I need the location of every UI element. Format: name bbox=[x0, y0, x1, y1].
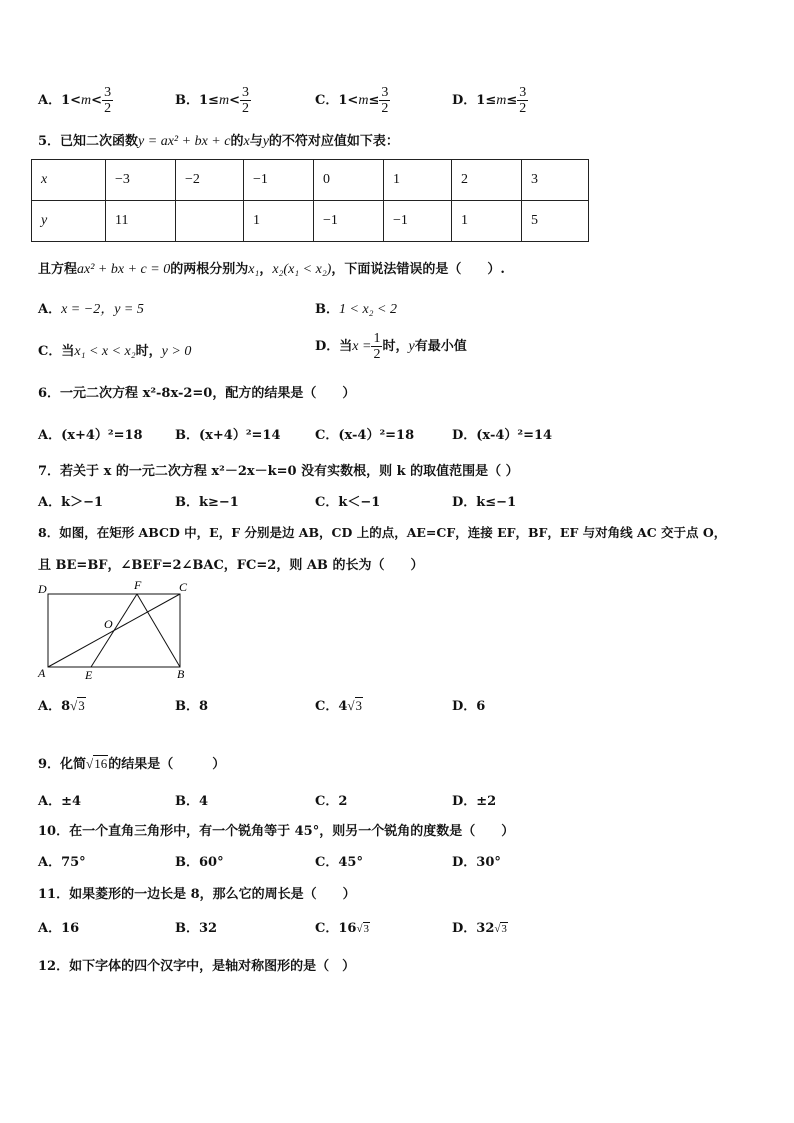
sqrt: √3 bbox=[494, 923, 507, 935]
table-cell: x bbox=[32, 160, 106, 201]
q8-stem-line1: 8．如图，在矩形 ABCD 中，E，F 分别是边 AB，CD 上的点，AE=CF，连接 EF，BF，EF 与对角线 AC 交于点 O， bbox=[38, 525, 727, 540]
q7-stem: 7．若关于 x 的一元二次方程 x²－2x－k=0 没有实数根，则 k 的取值范围是（ ） bbox=[38, 464, 519, 479]
q6-option-c[interactable]: C．(x-4）²=18 bbox=[315, 428, 415, 443]
q10-option-c[interactable]: C．45° bbox=[315, 855, 363, 870]
fraction: $\frac{3}{2}$ bbox=[381, 85, 389, 116]
label-e: E bbox=[85, 668, 93, 682]
q8-stem-line2: 且 BE=BF，∠BEF=2∠BAC，FC=2，则 AB 的长为（ ） bbox=[38, 558, 424, 573]
table-cell: 3 bbox=[522, 160, 589, 201]
q7-option-d[interactable]: D．k≤−1 bbox=[452, 495, 517, 510]
table-cell: 1 bbox=[452, 201, 522, 242]
table-cell: −1 bbox=[314, 201, 384, 242]
table-cell bbox=[176, 201, 244, 242]
q5-value-table bbox=[31, 159, 589, 242]
q6-option-a[interactable]: A．(x+4）²=18 bbox=[38, 428, 143, 443]
q4-option-d[interactable]: D．1≤m≤ $\frac{3}{2}$ bbox=[452, 85, 527, 116]
q10-option-d[interactable]: D．30° bbox=[452, 855, 501, 870]
fraction: $\frac{3}{2}$ bbox=[104, 85, 112, 116]
q4-option-a[interactable]: A．1<m< $\frac{3}{2}$ bbox=[38, 85, 112, 116]
q6-option-b[interactable]: B．(x+4）²=14 bbox=[175, 428, 281, 443]
q11-stem: 11．如果菱形的一边长是 8，那么它的周长是（ ） bbox=[38, 887, 356, 902]
label-o: O bbox=[104, 617, 113, 631]
table-cell: −3 bbox=[106, 160, 176, 201]
q11-option-d[interactable]: D．32√3 bbox=[452, 921, 507, 936]
table-row bbox=[32, 160, 589, 201]
table-cell: 1 bbox=[384, 160, 452, 201]
q4-option-b[interactable]: B．1≤m< $\frac{3}{2}$ bbox=[175, 85, 249, 116]
table-cell: 2 bbox=[452, 160, 522, 201]
q12-stem: 12．如下字体的四个汉字中，是轴对称图形的是（ ） bbox=[38, 959, 356, 974]
q9-stem: 9．化简√16的结果是（ ） bbox=[38, 756, 226, 772]
table-cell: 5 bbox=[522, 201, 589, 242]
label-b: B bbox=[177, 667, 185, 681]
q4-option-c[interactable]: C．1<m≤ $\frac{3}{2}$ bbox=[315, 85, 389, 116]
q9-option-a[interactable]: A．±4 bbox=[38, 794, 82, 809]
q10-option-a[interactable]: A．75° bbox=[38, 855, 86, 870]
q11-option-c[interactable]: C．16√3 bbox=[315, 921, 369, 936]
fraction: $\frac{3}{2}$ bbox=[519, 85, 527, 116]
q7-option-c[interactable]: C．k＜−1 bbox=[315, 495, 381, 510]
sqrt: √3 bbox=[347, 698, 363, 713]
q9-option-b[interactable]: B．4 bbox=[175, 794, 209, 809]
q8-option-c[interactable]: C．4√3 bbox=[315, 698, 363, 714]
table-cell: y bbox=[32, 201, 106, 242]
q5-option-a[interactable]: A．x = −2，y = 5 bbox=[38, 302, 144, 317]
q5-condition: 且方程ax² + bx + c = 0的两根分别为x₁，x₂(x₁ < x₂)，下面说法错误的是（ ）. bbox=[38, 262, 505, 277]
fraction: $\frac{1}{2}$ bbox=[373, 331, 381, 362]
q8-rectangle-figure bbox=[34, 580, 194, 684]
q7-option-b[interactable]: B．k≥−1 bbox=[175, 495, 239, 510]
q10-stem: 10．在一个直角三角形中，有一个锐角等于 45°，则另一个锐角的度数是（ ） bbox=[38, 824, 515, 839]
q8-option-b[interactable]: B．8 bbox=[175, 699, 209, 714]
segment-bf bbox=[137, 594, 180, 667]
sqrt: √3 bbox=[70, 698, 85, 713]
q10-option-b[interactable]: B．60° bbox=[175, 855, 224, 870]
label-d: D bbox=[38, 582, 47, 596]
segment-ef bbox=[91, 594, 137, 667]
table-row bbox=[32, 201, 589, 242]
sqrt: √3 bbox=[356, 923, 369, 935]
q5-stem: 5．已知二次函数y = ax² + bx + c的x与y的不符对应值如下表： bbox=[38, 134, 399, 149]
table-cell: −2 bbox=[176, 160, 244, 201]
table-cell: −1 bbox=[244, 160, 314, 201]
sqrt: √16 bbox=[86, 756, 108, 771]
q9-option-c[interactable]: C．2 bbox=[315, 794, 348, 809]
fraction: $\frac{3}{2}$ bbox=[241, 85, 249, 116]
label-f: F bbox=[134, 580, 142, 592]
q7-option-a[interactable]: A．k＞−1 bbox=[38, 495, 104, 510]
q5-option-c[interactable]: C．当x₁ < x < x₂时，y > 0 bbox=[38, 344, 192, 359]
q8-option-a[interactable]: A．8√3 bbox=[38, 698, 85, 714]
q11-option-a[interactable]: A．16 bbox=[38, 921, 80, 936]
table-cell: 0 bbox=[314, 160, 384, 201]
q6-option-d[interactable]: D．(x-4）²=14 bbox=[452, 428, 553, 443]
label-a: A bbox=[38, 666, 46, 680]
q6-stem: 6．一元二次方程 x²-8x-2=0，配方的结果是（ ） bbox=[38, 386, 356, 401]
table-cell: 1 bbox=[244, 201, 314, 242]
q11-option-b[interactable]: B．32 bbox=[175, 921, 218, 936]
q5-option-d[interactable]: D．当x = $\frac{1}{2}$ 时，y有最小值 bbox=[315, 331, 467, 362]
q8-option-d[interactable]: D．6 bbox=[452, 699, 486, 714]
label-c: C bbox=[179, 580, 188, 594]
table-cell: −1 bbox=[384, 201, 452, 242]
q5-option-b[interactable]: B．1 < x₂ < 2 bbox=[315, 302, 397, 317]
q9-option-d[interactable]: D．±2 bbox=[452, 794, 497, 809]
table-cell: 11 bbox=[106, 201, 176, 242]
